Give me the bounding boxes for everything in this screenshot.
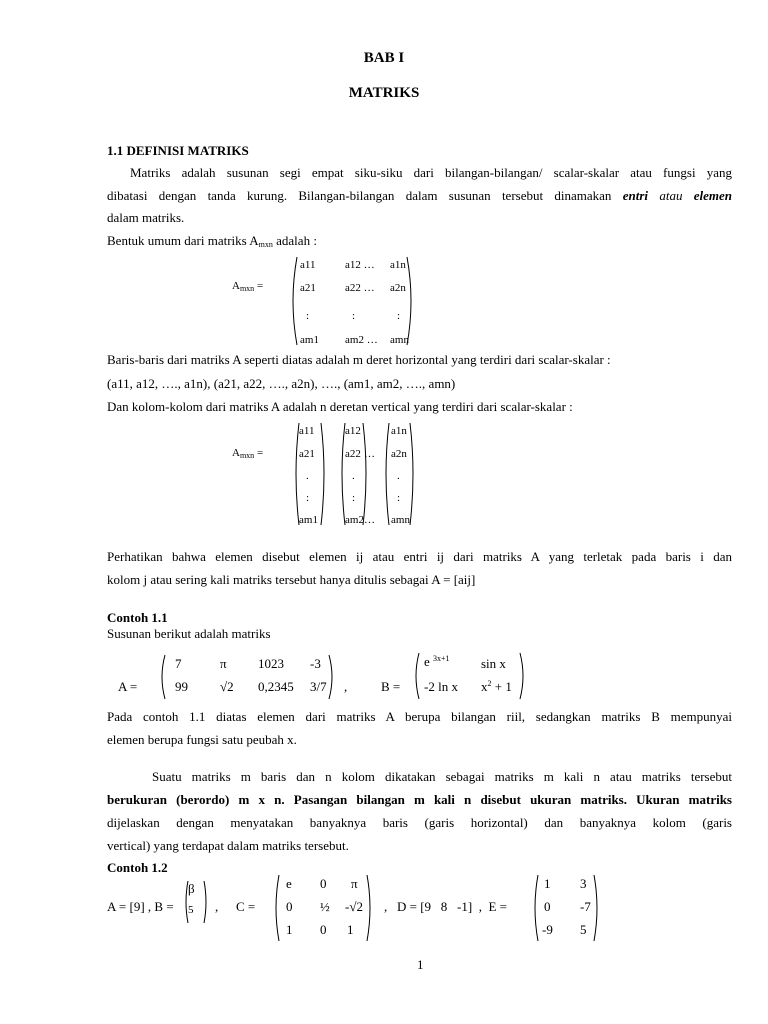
matrix-E-left-bracket [531, 874, 539, 942]
matrix-cell: : [397, 310, 401, 322]
matrix-cell: a1n [390, 259, 406, 271]
matrix-B-right-bracket [519, 652, 527, 700]
matrix-A-B-label: A = [9] , B = [107, 899, 174, 914]
col-cell: a11 [299, 425, 315, 437]
perhatikan-line1: Perhatikan bahwa elemen disebut elemen ij atau entri ij dari matriks A yang terletak pada baris i dan [107, 549, 732, 564]
comma: , [344, 679, 348, 694]
col-cell: a21 [299, 448, 315, 460]
col-ellipsis: … [364, 514, 375, 526]
matrix-B-cell: e $^{3x+1}$ [424, 654, 450, 669]
ukuran-line3: dijelaskan dengan menyatakan banyaknya baris (garis horizontal) dan banyaknya kolom (garis [107, 815, 732, 830]
column-bracket-right-1 [320, 422, 328, 526]
matrix-C-label: C = [236, 899, 256, 914]
matrix-C-cell: e [286, 876, 292, 891]
col-cell: a1n [391, 425, 407, 437]
contoh1-desc-line2: elemen berupa fungsi satu peubah x. [107, 732, 297, 747]
perhatikan-line2: kolom j atau sering kali matriks tersebut hanya ditulis sebagai A = [aij] [107, 572, 476, 587]
matrix-E-cell: 3 [580, 876, 587, 891]
matrix-A-cell: √2 [220, 679, 234, 694]
ukuran-line2: berukuran (berordo) m x n. Pasangan bilangan m kali n disebut ukuran matriks. Ukuran matriks [107, 792, 732, 807]
matrix-E-cell: 5 [580, 922, 587, 937]
matrix-cell: a12 … [345, 259, 375, 271]
col-cell: a2n [391, 448, 407, 460]
col-cell: amn [391, 514, 410, 526]
matrix-C-cell: 0 [286, 899, 293, 914]
matrix-B-cell: -2 ln x [424, 679, 458, 694]
matrix-C-cell: 1 [286, 922, 293, 937]
matrix-cell: : [306, 310, 310, 322]
ukuran-line4: vertical) yang terdapat dalam matriks tersebut. [107, 838, 349, 853]
matrix-C-right-bracket [366, 874, 374, 942]
contoh1-intro: Susunan berikut adalah matriks [107, 626, 271, 641]
matrix-C-cell: 1 [347, 922, 354, 937]
matrix-cell: a22 … [345, 282, 375, 294]
matrix-A-cell: -3 [310, 656, 321, 671]
matrix-cell: am2 … [345, 334, 378, 346]
matrix-D-E-label: , D = [9 8 -1] , E = [384, 899, 507, 914]
section-title: 1.1 DEFINISI MATRIKS [107, 143, 249, 158]
matrix-E-cell: -7 [580, 899, 591, 914]
matrix-A-left-bracket [158, 654, 166, 700]
chapter-number: BAB I [363, 50, 405, 66]
matrix-cell: a11 [300, 259, 316, 271]
para1-line3: dalam matriks. [107, 210, 185, 225]
matrix-cell: am1 [300, 334, 319, 346]
col-cell: am1 [299, 514, 318, 526]
column-bracket-right-3 [409, 422, 417, 526]
matrix-C-cell: ½ [320, 899, 330, 914]
matrix-cell: a21 [300, 282, 316, 294]
matrix-cell: a2n [390, 282, 406, 294]
ukuran-line1: Suatu matriks m baris dan n kolom dikatakan sebagai matriks m kali n atau matriks tersebut [152, 769, 732, 784]
col-cell: am2 [345, 514, 364, 526]
matrix-E-right-bracket [593, 874, 601, 942]
contoh1-desc-line1: Pada contoh 1.1 diatas elemen dari matriks A berupa bilangan riil, sedangkan matriks B mempunyai [107, 709, 732, 724]
matrix-E-cell: 1 [544, 876, 551, 891]
matrix-B-cell: sin x [481, 656, 506, 671]
matrix-A-cell: 1023 [258, 656, 284, 671]
page-number: 1 [417, 957, 424, 972]
para1-line1: Matriks adalah susunan segi empat siku-siku dari bilangan-bilangan/ scalar-skalar atau fungsi yang [130, 165, 732, 180]
comma: , [215, 899, 219, 914]
matrix-B2-right-bracket [203, 880, 209, 924]
col-cell: : [397, 492, 401, 504]
matrix-C-cell: -√2 [345, 899, 363, 914]
matrix-B-cell: $x^2 + 1$ [481, 679, 512, 694]
columns-text: Dan kolom-kolom dari matriks A adalah n deretan vertical yang terdiri dari scalar-skalar : [107, 399, 573, 414]
col-cell: . [397, 470, 400, 482]
matrix-E-cell: -9 [542, 922, 553, 937]
matrix-A-cell: 7 [175, 656, 182, 671]
matrix-B2-cell: β [188, 881, 195, 896]
matrix-C-cell: π [351, 876, 358, 891]
contoh2-title: Contoh 1.2 [107, 860, 168, 875]
column-bracket-left-3 [382, 422, 390, 526]
col-ellipsis: … [364, 448, 375, 460]
rows-text: Baris-baris dari matriks A seperti diatas adalah m deret horizontal yang terdiri dari scalar-skalar : [107, 352, 611, 367]
left-bracket [288, 256, 298, 346]
para1-line2: dibatasi dengan tanda kurung. Bilangan-bilangan dalam susunan tersebut dinamakan entri atau elemen [107, 188, 733, 203]
matrix-A-right-bracket [328, 654, 336, 700]
matrix-cell: : [352, 310, 356, 322]
matrix-A-cell: 3/7 [310, 679, 327, 694]
col-cell: a22 [345, 448, 361, 460]
col-cell: : [306, 492, 310, 504]
rows-list: (a11, a12, …., a1n), (a21, a22, …., a2n), …., (am1, am2, …., amn) [107, 376, 456, 391]
matrix-B-left-bracket [412, 652, 420, 700]
column-bracket-right-2 [362, 422, 370, 526]
matrix-E-cell: 0 [544, 899, 551, 914]
col-cell: a12 [345, 425, 361, 437]
matrix-A-cell: π [220, 656, 227, 671]
matrix-B2-cell: 5 [188, 904, 194, 916]
matrix-C-cell: 0 [320, 922, 327, 937]
col-cell: . [306, 470, 309, 482]
chapter-title: MATRIKS [348, 85, 420, 101]
matrix-B-label: B = [381, 679, 401, 694]
col-cell: : [352, 492, 356, 504]
col-cell: . [352, 470, 355, 482]
bentuk-umum-text: Bentuk umum dari matriks $A_{mxn}$ adalah : [107, 233, 317, 249]
matrix-A-cell: 0,2345 [258, 679, 294, 694]
matrix-C-cell: 0 [320, 876, 327, 891]
matrix-cell: amn [390, 334, 409, 346]
matrix-A-cell: 99 [175, 679, 188, 694]
matrix-C-left-bracket [272, 874, 280, 942]
matrix-A-label: A = [118, 679, 138, 694]
column-matrix-label: $A_{mxn}$ = [232, 447, 264, 460]
contoh1-title: Contoh 1.1 [107, 610, 168, 625]
general-matrix-label: $A_{mxn}$ = [232, 280, 264, 293]
